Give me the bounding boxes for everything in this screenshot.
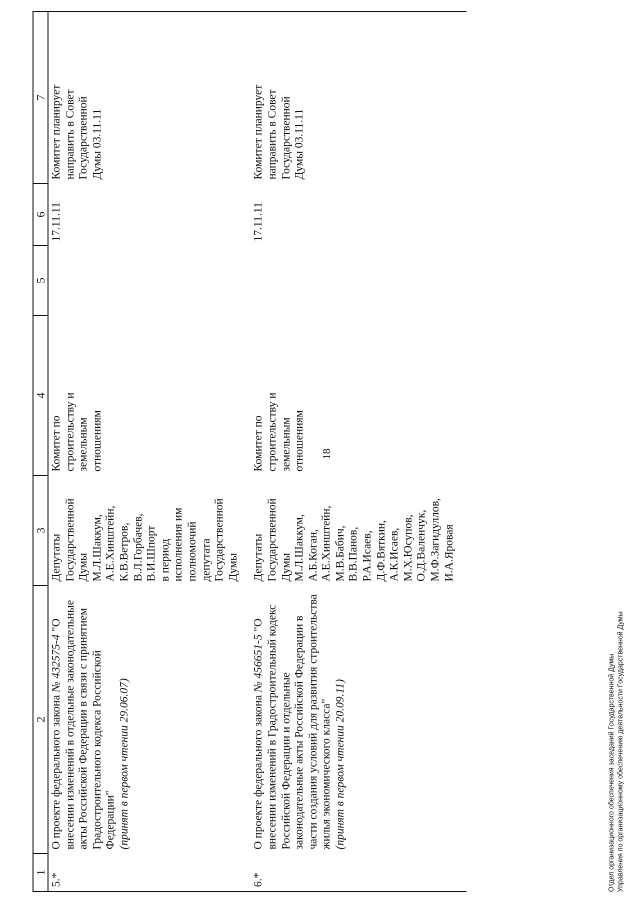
footer-line-2: Управления по организационному обеспечению деятельности Государственной Думы — [617, 611, 625, 892]
bill-title: "О внесении изменений в отдельные законодательные акты Российской Федерации в связи с принятием Градостроительного кодекса Российской Федерации" — [50, 600, 117, 850]
initiators: Депутаты Государственной Думы М.Л.Шаккум, А.Б.Коган, А.Е.Хинштейн, М.В.Бабич, В.В.Панов, Р.А.Исаев, Д.Ф.Вяткин, А.К.Исаев, М.Х.Юсупов, О.Д.Валенчук, М.Ф.Загидуллов, И.А.Яровая — [252, 498, 456, 582]
bill-description — [48, 586, 251, 854]
review-date: 17.11.11 — [252, 202, 265, 242]
header-col-2: 2 — [33, 586, 48, 854]
column-5-cell — [251, 246, 467, 316]
bill-intro: О проекте федерального закона — [50, 692, 63, 850]
bill-description — [251, 586, 467, 854]
responsible-committee: Комитет по строительству и земельным отношениям — [50, 392, 104, 472]
bill-status: (принят в первом чтении 29.06.07) — [118, 678, 131, 850]
header-col-7: 7 — [33, 12, 48, 184]
bills-table — [33, 11, 467, 892]
table-row — [48, 12, 251, 892]
page-number: 18 — [321, 448, 333, 460]
note: Комитет планирует направить в Совет Государственной Думы 03.11.11 — [251, 12, 467, 184]
bill-status: (принят в первом чтении 20.09.11) — [334, 679, 347, 850]
footer — [608, 12, 626, 892]
bill-intro: О проекте федерального закона — [252, 692, 265, 850]
column-5-cell — [48, 246, 251, 316]
row-number: 6.* — [251, 854, 467, 892]
rotated-sheet — [33, 12, 625, 892]
row-number: 5.* — [48, 854, 251, 892]
table-row — [251, 12, 467, 892]
review-date: 17.11.11 — [50, 202, 63, 242]
bill-number: № 432575-4 — [50, 634, 63, 693]
initiators: Депутаты Государственной Думы М.Л.Шаккум, А.Е.Хинштейн, К.В.Ветров, В.Л.Горбачев, В.И.Шпорт в период исполнения им полномочий депутата Государственной Думы — [50, 498, 240, 582]
bill-title: "О внесении изменений в Градостроительный кодекс Российской Федерации и отдельные законодательные акты Российской Федерации в части создания условий для развития строительства жилья экономического класса" — [252, 594, 333, 850]
bill-number: № 456651-5 — [252, 634, 265, 693]
header-col-5: 5 — [33, 246, 48, 316]
header-row — [33, 12, 48, 892]
header-col-4: 4 — [33, 316, 48, 476]
footer-line-1: Отдел организационного обеспечения заседаний Государственной Думы — [608, 653, 616, 892]
note: Комитет планирует направить в Совет Государственной Думы 03.11.11 — [48, 12, 251, 184]
responsible-committee: Комитет по строительству и земельным отношениям — [252, 392, 306, 472]
header-col-6: 6 — [33, 184, 48, 246]
header-col-1: 1 — [33, 854, 48, 892]
header-col-3: 3 — [33, 476, 48, 586]
